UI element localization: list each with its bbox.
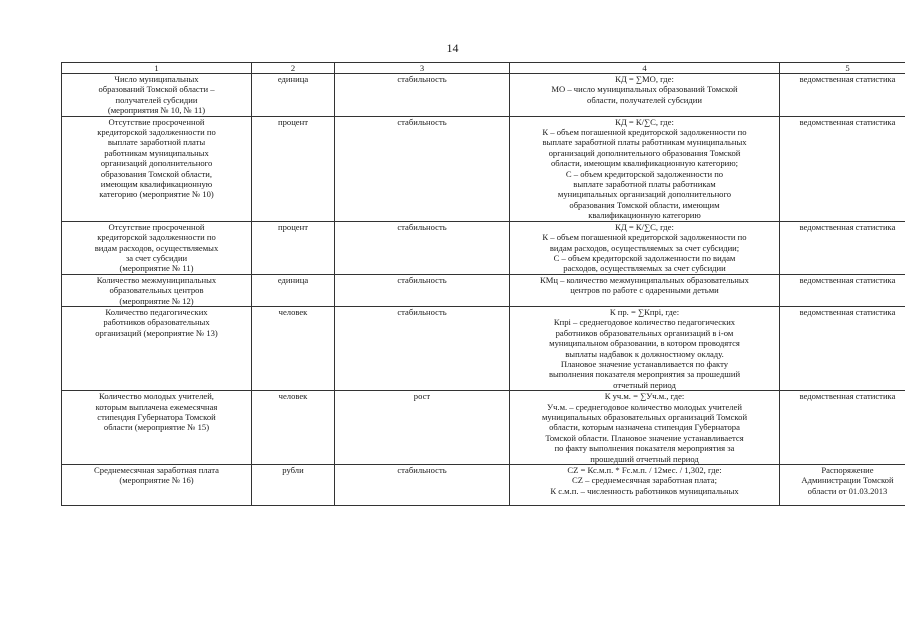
- indicator-name-cell: [62, 221, 252, 274]
- indicator-name-cell: [62, 274, 252, 306]
- column-header-3: 3: [335, 63, 510, 74]
- indicator-name-line: видам расходов, осуществляемых: [94, 242, 219, 253]
- source-line: ведомственная статистика: [799, 274, 896, 285]
- indicator-name-line: имеющим квалификационную: [100, 179, 213, 190]
- formula-line: организаций дополнительного образования Томской: [548, 147, 741, 158]
- formula-line: работников образовательных организаций в i-ом: [555, 327, 734, 338]
- column-header-5: 5: [780, 63, 905, 74]
- formula-line: области, имеющим квалификационную категорию;: [550, 158, 739, 169]
- formula-line: выполнения показателя мероприятия за прошедший: [548, 369, 741, 380]
- source-line: ведомственная статистика: [799, 116, 896, 127]
- formula-line: расходов, осуществляемых за счет субсидии: [563, 263, 726, 274]
- indicator-name-line: кредиторской задолженности по: [97, 232, 216, 243]
- trend-cell: стабильность: [335, 116, 510, 221]
- formula-line: К пр. = ∑Кпрi, где:: [609, 306, 680, 317]
- indicator-name-line: Среднемесячная заработная плата: [94, 465, 219, 476]
- indicator-name-line: образовательных центров: [109, 285, 204, 296]
- page-number: 14: [446, 41, 459, 55]
- formula-line: квалификационную категорию: [588, 210, 701, 221]
- formula-line: муниципальном образовании, в котором проводятся: [549, 338, 740, 349]
- unit-cell: человек: [252, 306, 335, 390]
- formula-line: С – объем кредиторской задолженности по: [565, 168, 724, 179]
- table-row: [62, 116, 905, 221]
- unit-cell: процент: [252, 221, 335, 274]
- formula-line: КМц – количество межмуниципальных образовательных: [540, 274, 749, 285]
- unit-cell: человек: [252, 391, 335, 465]
- indicator-name-line: организаций (мероприятие № 13): [95, 327, 218, 338]
- source-line: ведомственная статистика: [799, 306, 896, 317]
- source-line: ведомственная статистика: [799, 74, 896, 84]
- formula-line: Кпрi – среднегодовое количество педагогических: [553, 317, 736, 328]
- indicator-name-line: области (мероприятие № 15): [103, 422, 210, 433]
- formula-line: по факту выполнения показателя мероприятия за: [554, 443, 735, 454]
- unit-cell: единица: [252, 274, 335, 306]
- source-line: ведомственная статистика: [799, 391, 896, 402]
- source-cell: [780, 116, 905, 221]
- table-row: [62, 306, 905, 390]
- formula-line: Уч.м. – среднегодовое количество молодых учителей: [547, 401, 742, 412]
- formula-line: К – объем погашенной кредиторской задолженности по: [542, 127, 747, 138]
- table-row: [62, 74, 905, 117]
- formula-line: КД = К/∑С, где:: [615, 116, 674, 127]
- indicator-name-line: Число муниципальных: [114, 74, 199, 84]
- column-header-1: 1: [62, 63, 252, 74]
- formula-line: выплаты надбавок к должностному окладу.: [565, 348, 724, 359]
- formula-cell: [510, 221, 780, 274]
- indicator-name-line: выплате заработной платы: [107, 137, 206, 148]
- indicator-name-cell: [62, 116, 252, 221]
- indicator-name-line: Количество молодых учителей,: [99, 391, 214, 402]
- table-row: [62, 274, 905, 306]
- indicator-name-cell: [62, 306, 252, 390]
- source-line: ведомственная статистика: [799, 221, 896, 232]
- indicator-name-line: работников образовательных: [103, 317, 210, 328]
- formula-cell: [510, 116, 780, 221]
- formula-line: выплате заработной платы работникам: [573, 179, 716, 190]
- formula-line: видам расходов, осуществляемых за счет субсидии;: [549, 242, 740, 253]
- formula-cell: [510, 274, 780, 306]
- table-row: [62, 391, 905, 465]
- indicator-name-line: Отсутствие просроченной: [108, 116, 205, 127]
- source-cell: [780, 465, 905, 506]
- trend-cell: рост: [335, 391, 510, 465]
- formula-cell: [510, 74, 780, 117]
- formula-line: К уч.м. = ∑Уч.м., где:: [604, 391, 685, 402]
- trend-cell: стабильность: [335, 221, 510, 274]
- formula-line: образования Томской области, имеющим: [569, 199, 720, 210]
- formula-line: Плановое значение устанавливается по факту: [560, 358, 729, 369]
- formula-line: Томской области. Плановое значение устанавливается: [545, 432, 744, 443]
- table-row: [62, 221, 905, 274]
- trend-cell: стабильность: [335, 74, 510, 117]
- formula-line: CZ = Кс.м.п. * Fс.м.п. / 12мес. / 1,302, где:: [567, 465, 722, 476]
- formula-cell: [510, 465, 780, 506]
- table-row: [62, 465, 905, 506]
- formula-line: прошедший отчетный период: [590, 453, 699, 464]
- formula-line: К – объем погашенной кредиторской задолженности по: [542, 232, 747, 243]
- indicator-name-line: стипендия Губернатора Томской: [97, 412, 216, 422]
- formula-line: С – объем кредиторской задолженности по видам: [553, 252, 736, 263]
- source-cell: [780, 391, 905, 465]
- indicator-name-line: (мероприятие № 12): [119, 295, 194, 306]
- unit-cell: единица: [252, 74, 335, 117]
- formula-cell: [510, 391, 780, 465]
- formula-line: отчетный период: [613, 379, 676, 390]
- column-header-4: 4: [510, 63, 780, 74]
- source-cell: [780, 274, 905, 306]
- trend-cell: стабильность: [335, 274, 510, 306]
- indicator-name-cell: [62, 74, 252, 117]
- formula-line: выплате заработной платы работникам муниципальных: [542, 137, 747, 148]
- indicator-name-line: образований Томской области –: [98, 84, 215, 95]
- indicator-name-line: организаций дополнительного: [100, 158, 213, 169]
- source-cell: [780, 306, 905, 390]
- formula-line: МО – число муниципальных образований Томской: [551, 84, 738, 95]
- indicator-name-line: образования Томской области,: [100, 168, 213, 179]
- indicator-name-line: (мероприятия № 10, № 11): [107, 105, 206, 116]
- indicator-name-cell: [62, 391, 252, 465]
- indicator-name-cell: [62, 465, 252, 506]
- source-line: области от 01.03.2013: [807, 485, 888, 496]
- column-header-2: 2: [252, 63, 335, 74]
- indicator-name-line: получателей субсидии: [115, 94, 198, 105]
- trend-cell: стабильность: [335, 306, 510, 390]
- unit-cell: процент: [252, 116, 335, 221]
- formula-line: муниципальных образовательных организаций Томской: [541, 412, 748, 422]
- source-cell: [780, 221, 905, 274]
- formula-line: КД = К/∑С, где:: [615, 221, 674, 232]
- indicator-name-line: кредиторской задолженности по: [97, 127, 216, 138]
- table-header-row: [62, 63, 905, 74]
- formula-line: области, получателей субсидии: [587, 94, 702, 105]
- formula-line: CZ – среднемесячная заработная плата;: [572, 475, 717, 486]
- unit-cell: рубли: [252, 465, 335, 506]
- indicator-name-line: (мероприятие № 11): [119, 263, 194, 274]
- source-line: Распоряжение: [821, 465, 874, 476]
- source-line: Администрации Томской: [801, 475, 894, 486]
- indicator-name-line: (мероприятие № 16): [119, 475, 194, 486]
- formula-line: области, которым назначена стипендия Губернатора: [549, 422, 740, 433]
- formula-cell: [510, 306, 780, 390]
- formula-line: центров по работе с одаренными детьми: [570, 285, 719, 296]
- indicator-name-line: которым выплачена ежемесячная: [95, 401, 218, 412]
- indicator-name-line: категорию (мероприятие № 10): [99, 189, 214, 200]
- formula-line: КД = ∑МО, где:: [615, 74, 674, 84]
- trend-cell: стабильность: [335, 465, 510, 506]
- indicator-name-line: Отсутствие просроченной: [108, 221, 205, 232]
- formula-line: К с.м.п. – численность работников муниципальных: [550, 485, 739, 496]
- indicators-table: [61, 62, 905, 506]
- indicator-name-line: Количество межмуниципальных: [96, 274, 217, 285]
- indicator-name-line: работникам муниципальных: [104, 147, 209, 158]
- indicator-name-line: Количество педагогических: [105, 306, 208, 317]
- source-cell: [780, 74, 905, 117]
- indicator-name-line: за счет субсидии: [125, 252, 188, 263]
- formula-line: муниципальных организаций дополнительного: [557, 189, 732, 200]
